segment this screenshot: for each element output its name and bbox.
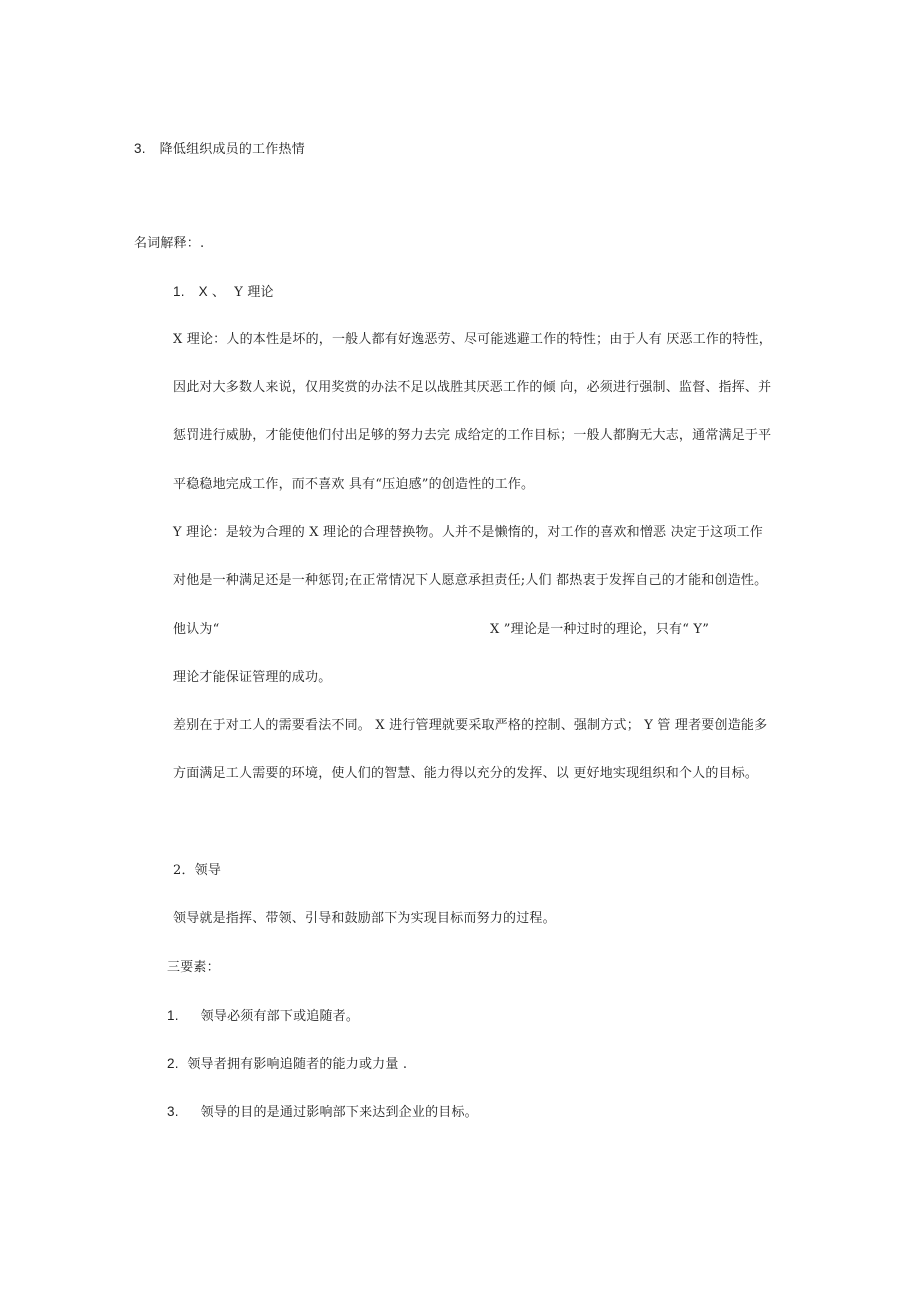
- term-number: 1.: [173, 284, 185, 299]
- x-theory-line: X 理论：人的本性是坏的，一般人都有好逸恶劳、尽可能逃避工作的特性；由于人有 厌恶工作的特性，: [173, 332, 772, 347]
- element-text: 领导的目的是通过影响部下来达到企业的目标。: [200, 1105, 478, 1120]
- elements-heading: 三要素：: [167, 960, 220, 975]
- x-theory-line: 惩罚进行威胁，才能使他们付出足够的努力去完 成给定的工作目标；一般人都胸无大志，通常满足于平: [173, 428, 772, 443]
- element-text: 领导者拥有影响追随者的能力或力量 .: [187, 1057, 408, 1072]
- difference-line: 差别在于对工人的需要看法不同。 X 进行管理就要采取严格的控制、强制方式； Y 管 理者要创造能多: [173, 718, 768, 733]
- element-number: 1.: [167, 1008, 179, 1023]
- section-heading-terms: 名词解释：.: [134, 236, 205, 251]
- element-item: [167, 1103, 478, 1122]
- x-theory-line: 因此对大多数人来说，仅用奖赏的办法不足以战胜其厌恶工作的倾 向，必须进行强制、监督、指挥、并: [173, 380, 772, 395]
- element-item: [167, 1055, 407, 1074]
- element-text: 领导必须有部下或追随者。: [200, 1009, 360, 1024]
- element-number: 2.: [167, 1056, 179, 1071]
- term-title-x: X 、: [198, 284, 226, 299]
- list-text: 降低组织成员的工作热情: [159, 142, 305, 157]
- element-number: 3.: [167, 1104, 179, 1119]
- y-theory-line: Y 理论：是较为合理的 X 理论的合理替换物。人并不是懒惰的，对工作的喜欢和憎恶 决定于这项工作: [173, 525, 763, 540]
- view-right-text: X ”理论是一种过时的理论，只有“ Y”: [490, 622, 710, 637]
- element-item: [167, 1007, 359, 1026]
- x-theory-line: 平稳稳地完成工作，而不喜欢 具有“压迫感”的创造性的工作。: [173, 477, 535, 492]
- term-title-y: Y 理论: [234, 285, 274, 300]
- list-item-3: [134, 140, 305, 159]
- y-theory-line: 对他是一种满足还是一种惩罚;在正常情况下人愿意承担责任;人们 都热衷于发挥自己的才能和创造性。: [173, 573, 768, 588]
- list-number: 3.: [134, 141, 146, 156]
- view-end-text: 理论才能保证管理的成功。: [173, 670, 332, 685]
- term-title-xy: [173, 283, 274, 302]
- difference-line: 方面满足工人需要的环境，使人们的智慧、能力得以充分的发挥、以 更好地实现组织和个人的目标。: [173, 766, 759, 781]
- leadership-definition: 领导就是指挥、带领、引导和鼓励部下为实现目标而努力的过程。: [173, 911, 556, 926]
- view-left-text: 他认为“: [173, 622, 220, 637]
- term-title-leadership: 2．领导: [173, 863, 222, 878]
